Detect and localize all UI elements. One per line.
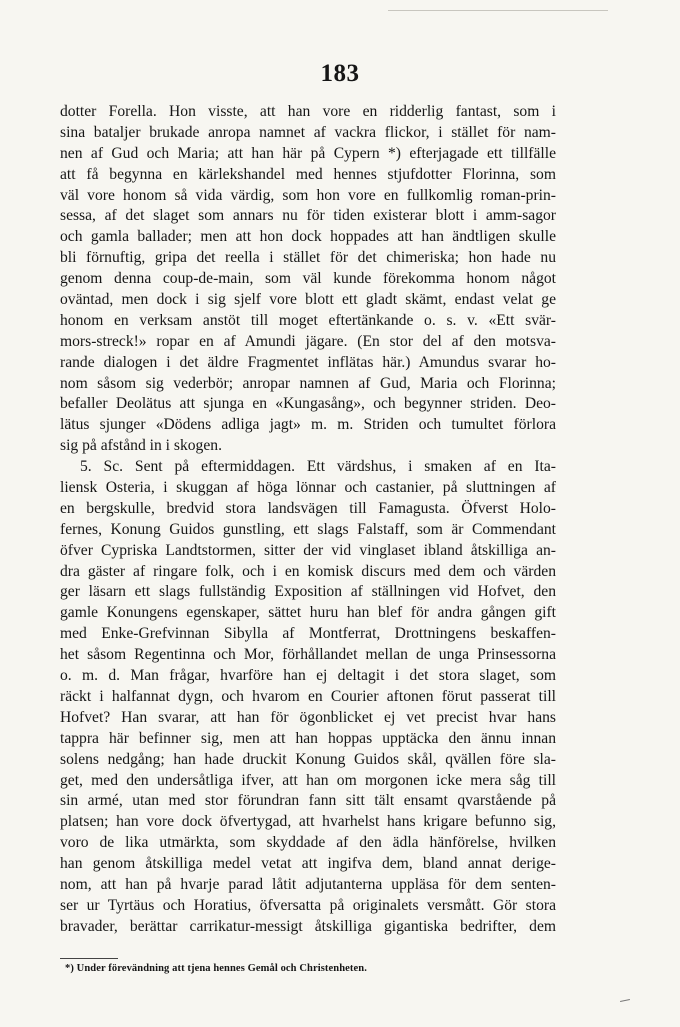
text-line: honom en verksam anstöt till moget eftertänkande o. s. v. «Ett svär- (60, 311, 556, 329)
body-text (60, 102, 556, 938)
text-line: väl vore honom så vida värdig, som hon vore en fullkomlig roman-prin- (60, 186, 556, 204)
text-line: bli förnuftig, gripa det reella i stället för det chimeriska; hon hade nu (60, 249, 556, 267)
text-line: mors-streck!» ropar en af Amundi jägare. (En stor del af den motsva- (60, 332, 556, 350)
footnote-divider (60, 958, 118, 959)
text-line: räckt i halfannat dygn, och hvarom en Courier aftonen förut passerat till (60, 687, 556, 705)
text-line: nom, att han på hvarje parad låtit adjutanterna uppläsa för dem senten- (60, 875, 556, 893)
text-line: genom denna coup-de-main, som väl kunde förekomma honom något (60, 270, 556, 288)
text-line: att få begynna en kärlekshandel med hennes stjufdotter Florinna, som (60, 165, 556, 183)
text-line: 5. Sc. Sent på eftermiddagen. Ett värdshus, i smaken af en Ita- (80, 458, 556, 476)
text-line: sessa, af det slaget som annars nu för tiden existerar blott i amm-sagor (60, 207, 556, 225)
text-line: nom såsom sig vederbör; anropar namnen af Gud, Maria och Florinna; (60, 374, 556, 392)
text-line: o. m. d. Man frågar, hvarföre han ej deltagit i det stora slaget, som (60, 667, 556, 685)
text-line: sina bataljer brukade anropa namnet af vackra flickor, i stället för nam- (60, 123, 556, 141)
text-line: voro de lika utmärkta, som skyddade af den ädla hänförelse, hvilken (60, 834, 556, 852)
text-line: solens nedgång; han hade druckit Konung Guidos skål, qvällen före sla- (60, 750, 556, 768)
text-line: sig på afstånd in i skogen. (60, 437, 222, 455)
text-line: sin armé, utan med stor förundran fann sitt tält ensamt qvarstående på (60, 792, 556, 810)
text-line: nen af Gud och Maria; att han här på Cypern *) efterjagade ett tillfälle (60, 144, 556, 162)
text-line: fernes, Konung Guidos gunstling, ett slags Falstaff, som är Commendant (60, 520, 556, 538)
text-line: platsen; han vore dock öfvertygad, att hvarhelst hans krigare befunno sig, (60, 813, 556, 831)
text-line: ser ur Tyrtäus och Horatius, öfversatta på originalets versmått. Gör stora (60, 896, 556, 914)
text-line: dra gäster af ringare folk, och i en komisk discurs med dem och värden (60, 562, 556, 580)
footnote: *) Under förevändning att tjena hennes Gemål och Christenheten. (65, 963, 367, 974)
text-line: en bergskulle, bredvid stora landsvägen till Famagusta. Öfverst Holo- (60, 499, 556, 517)
text-line: lätus sjunger «Dödens adliga jagt» m. m. Striden och tumultet förlora (60, 416, 556, 434)
text-line: med Enke-Grefvinnan Sibylla af Montferrat, Drottningens beskaffen- (60, 625, 556, 643)
text-line: rande dialogen i det äldre Fragmentet inflätas här.) Amundus svarar ho- (60, 353, 556, 371)
text-line: och gamla ballader; men att hon dock hoppades att han ändtligen skulle (60, 228, 556, 246)
text-line: han genom åtskilliga medel vetat att ingifva dem, bland annat derige- (60, 855, 556, 873)
text-line: bravader, berättar carrikatur-messigt åtskilliga gigantiska bedrifter, dem (60, 917, 556, 935)
scan-edge-line (388, 10, 608, 11)
text-line: befaller Deolätus att sjunga en «Kungasång», och begynner striden. Deo- (60, 395, 556, 413)
text-line: get, med den undersåtliga ifver, att han om morgonen icke mera såg till (60, 771, 556, 789)
text-line: gamle Konungens egenskaper, sättet huru han blef för andra gången gift (60, 604, 556, 622)
scan-mark (620, 999, 630, 1002)
text-line: öfver Cypriska Landtstormen, sitter der vid vinglaset ibland åtskilliga an- (60, 541, 556, 559)
text-line: ger läsarn ett slags fullständig Exposition af ställningen vid Hofvet, den (60, 583, 556, 601)
text-line: oväntad, men dock i sig sjelf vore blott ett gladt skämt, endast velat ge (60, 291, 556, 309)
text-line: Hofvet? Han svarar, att han för ögonblicket ej vet precist hvar hans (60, 708, 556, 726)
page-number: 183 (320, 60, 360, 87)
text-line: liensk Osteria, i skuggan af höga lönnar och castanier, på sluttningen af (60, 479, 556, 497)
text-line: tappra här befinner sig, men att han hoppas upptäcka den ännu innan (60, 729, 556, 747)
text-line: het såsom Regentinna och Mor, förhållandet mellan de unga Prinsessorna (60, 646, 556, 664)
text-line: dotter Forella. Hon visste, att han vore en ridderlig fantast, som i (60, 103, 556, 120)
